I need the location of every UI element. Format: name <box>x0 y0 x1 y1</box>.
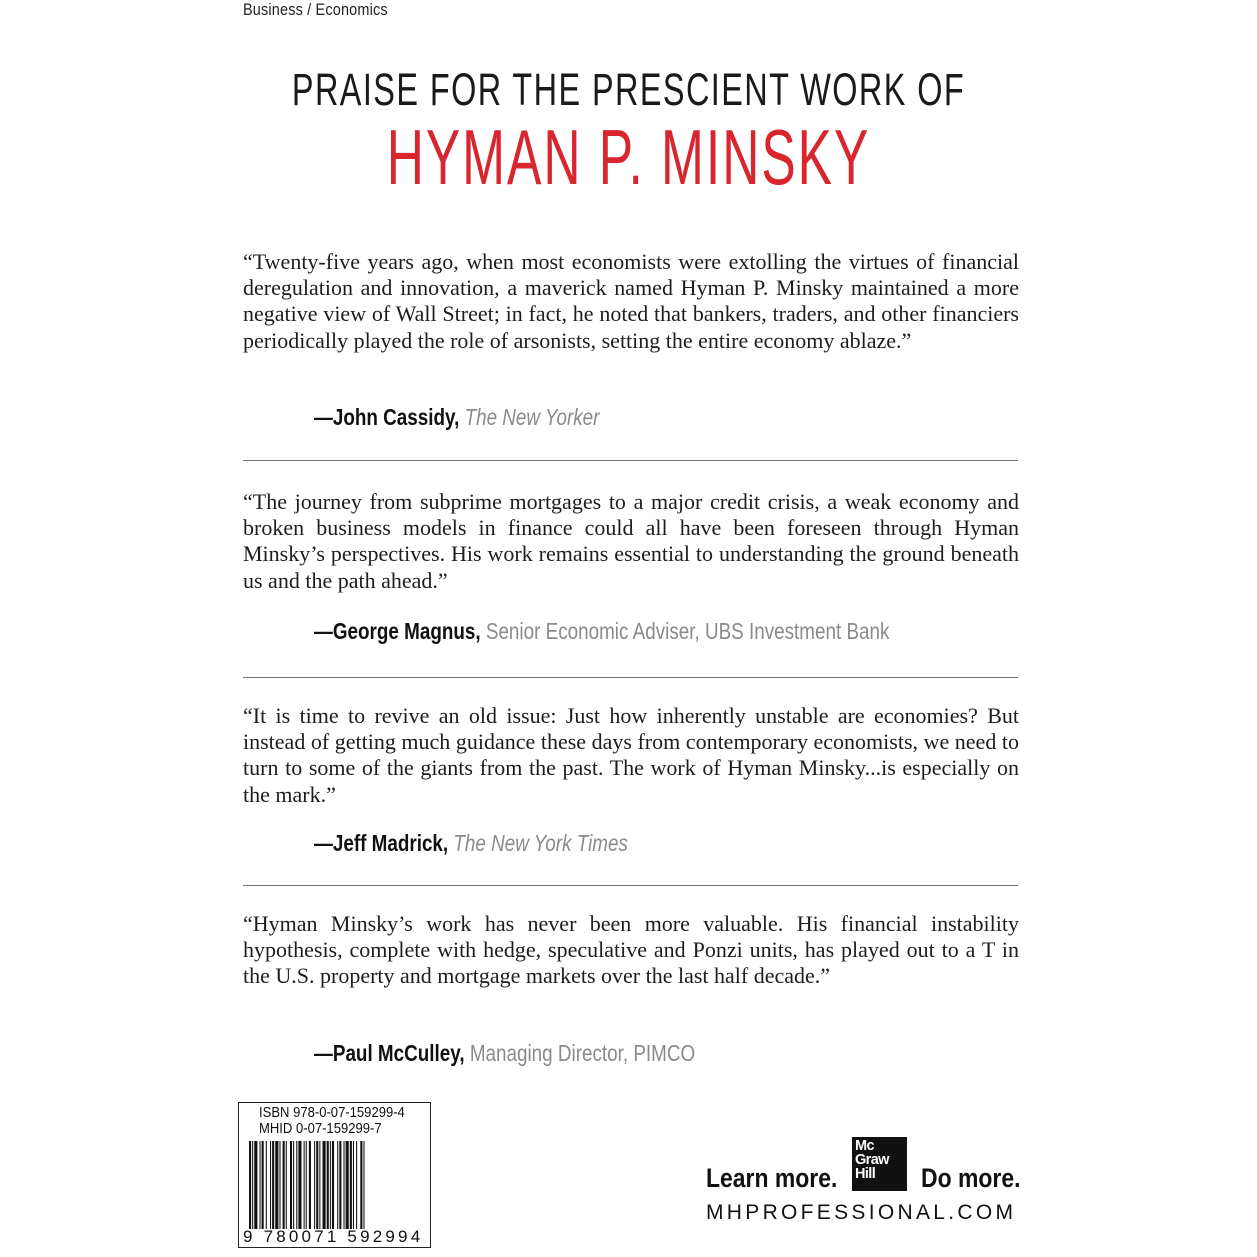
quote-attribution: —George Magnus, Senior Economic Adviser, UBS Investment Bank <box>314 618 890 644</box>
quote-text: “The journey from subprime mortgages to a major credit crisis, a weak economy and broken business models in finance could all have been foreseen through Hyman Minsky’s perspectives. His work remains essential to understanding the ground beneath us and the path ahead.” <box>243 489 1019 593</box>
quote-author: —Paul McCulley <box>314 1040 460 1066</box>
divider <box>243 885 1018 886</box>
quote-source: Senior Economic Adviser, UBS Investment Bank <box>485 618 890 644</box>
barcode-digits: 9 780071 592994 <box>243 1227 424 1246</box>
quote-attribution: —Jeff Madrick, The New York Times <box>314 830 628 856</box>
quote-text: “Hyman Minsky’s work has never been more valuable. His financial instability hypothesis, complete with hedge, speculative and Ponzi units, has played out to a T in the U.S. property and mortgage markets over the last half decade.” <box>243 911 1019 989</box>
quote-text: “Twenty-five years ago, when most economists were extolling the virtues of financial deregulation and innovation, a maverick named Hyman P. Minsky maintained a more negative view of Wall Street; in fact, he noted that bankers, traders, and other financiers periodically played the role of arsonists, setting the entire economy ablaze.” <box>243 249 1019 353</box>
quote-source: The New Yorker <box>464 404 600 430</box>
divider <box>243 677 1018 678</box>
quote-source: Managing Director, PIMCO <box>469 1040 696 1066</box>
headline-praise: PRAISE FOR THE PRESCIENT WORK OF <box>291 64 966 115</box>
logo-line: Hill <box>855 1166 876 1182</box>
quote-author: —George Magnus <box>314 618 476 644</box>
divider <box>243 460 1018 461</box>
quote-text: “It is time to revive an old issue: Just how inherently unstable are economies? But instead of getting much guidance these days from contemporary economists, we need to turn to some of the giants from the past. The work of Hyman Minsky...is especially on the mark.” <box>243 703 1019 807</box>
quote-attribution: —John Cassidy, The New Yorker <box>314 404 600 430</box>
headline-author-name: HYMAN P. MINSKY <box>386 113 871 201</box>
tagline-learn-more: Learn more. <box>706 1163 838 1193</box>
category-label: Business / Economics <box>243 0 388 19</box>
publisher-website: MHPROFESSIONAL.COM <box>706 1201 1017 1224</box>
barcode-box <box>238 1102 431 1248</box>
quote-source: The New York Times <box>453 830 628 856</box>
mcgraw-hill-logo <box>852 1137 907 1191</box>
tagline-do-more: Do more. <box>921 1163 1021 1193</box>
quote-author: —John Cassidy <box>314 404 455 430</box>
mhid-number: MHID 0-07-159299-7 <box>259 1121 382 1137</box>
quote-attribution: —Paul McCulley, Managing Director, PIMCO <box>314 1040 696 1066</box>
isbn-number: ISBN 978-0-07-159299-4 <box>259 1105 405 1121</box>
quote-author: —Jeff Madrick <box>314 830 443 856</box>
logo-line: Mc <box>855 1138 874 1154</box>
barcode-bars <box>247 1141 425 1229</box>
logo-line: Graw <box>855 1152 889 1168</box>
